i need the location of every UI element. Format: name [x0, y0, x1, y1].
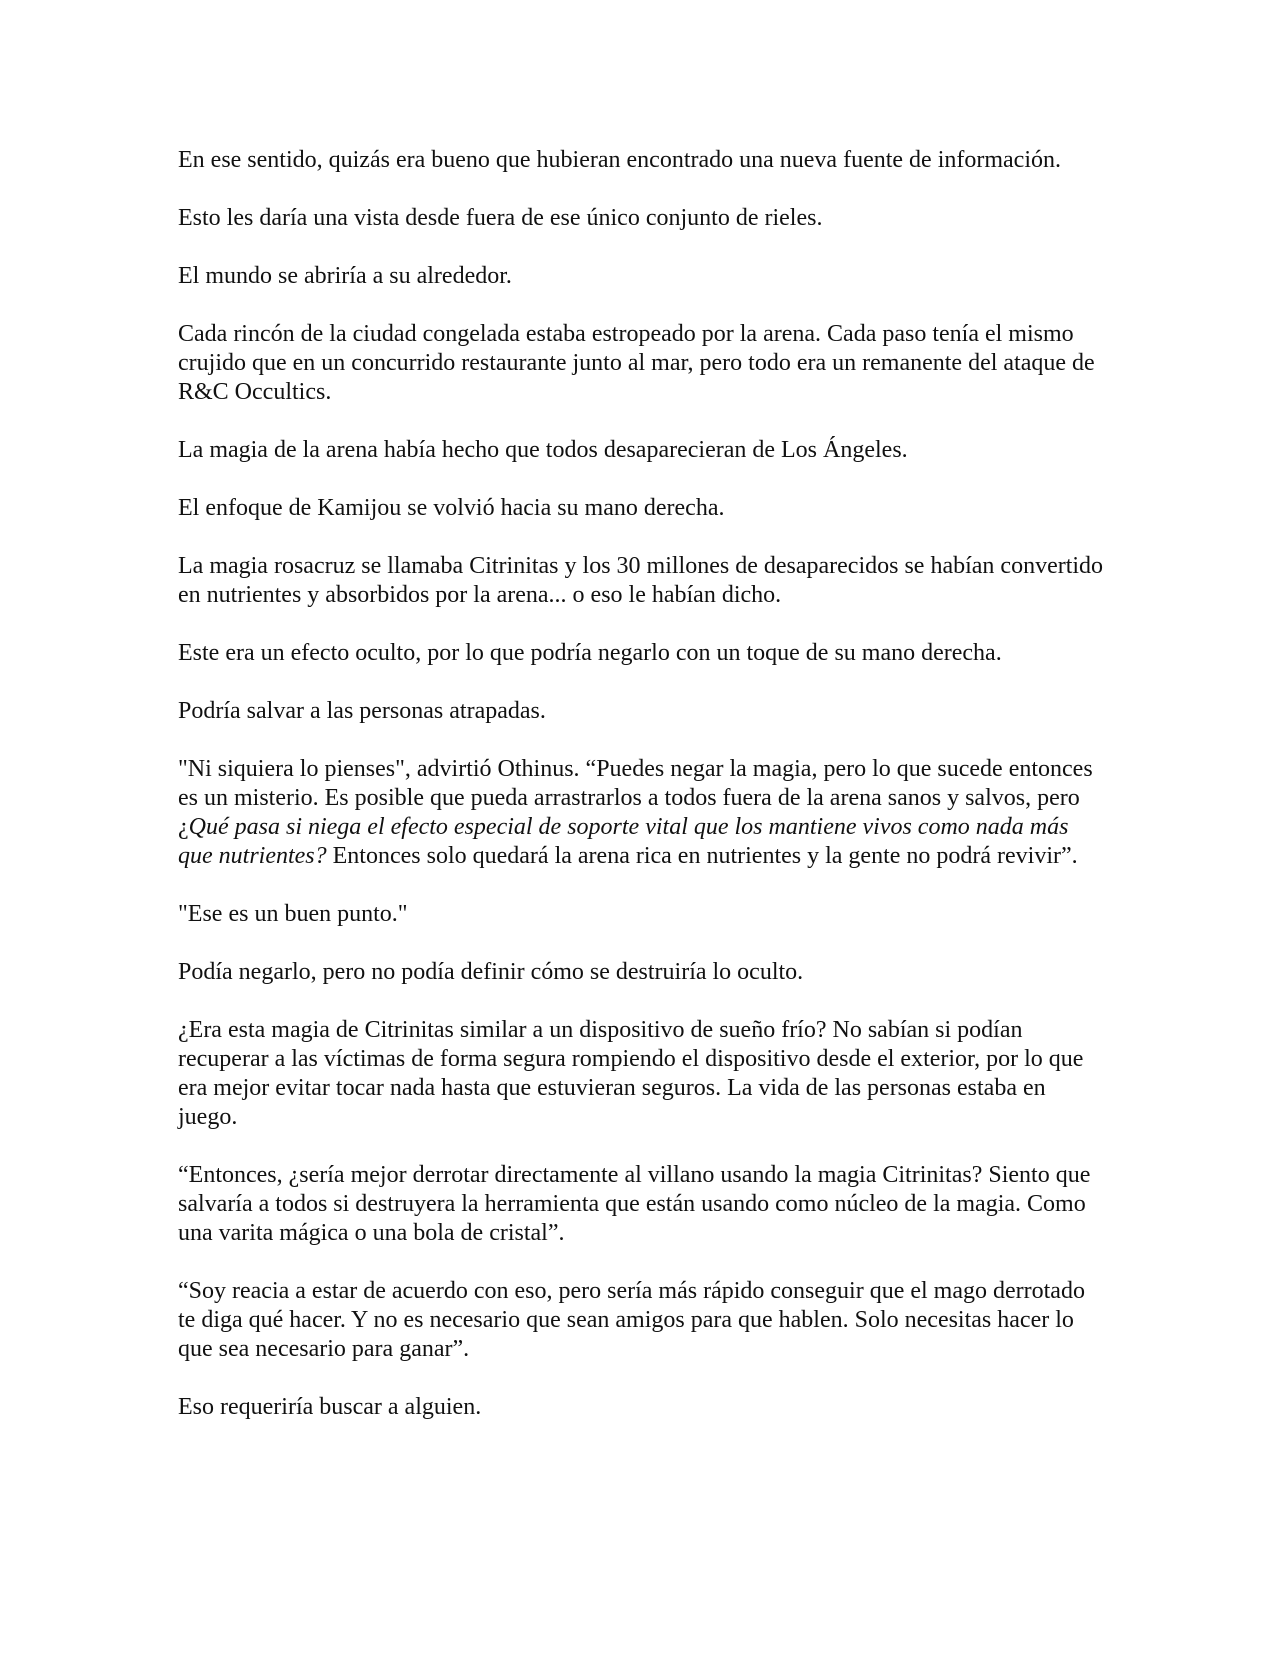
- paragraph: En ese sentido, quizás era bueno que hubieran encontrado una nueva fuente de información.: [178, 147, 1061, 173]
- paragraph: Este era un efecto oculto, por lo que podría negarlo con un toque de su mano derecha.: [178, 640, 1002, 666]
- paragraph-text-before: "Ni siquiera lo pienses", advirtió Othinus. “Puedes negar la magia, pero lo que sucede entonces es un misterio. Es posible que pueda arrastrarlos a todos fuera de la arena sanos y salvos, pero ¿: [178, 756, 1093, 840]
- paragraph: “Entonces, ¿sería mejor derrotar directamente al villano usando la magia Citrinitas? Siento que salvaría a todos si destruyera la herramienta que están usando como núcleo de la magia. Como una varita mágica o una bola de cristal”.: [178, 1162, 1091, 1246]
- paragraph: El mundo se abriría a su alrededor.: [178, 263, 512, 289]
- paragraph: "Ese es un buen punto.": [178, 901, 408, 927]
- paragraph: Podía negarlo, pero no podía definir cómo se destruiría lo oculto.: [178, 959, 804, 985]
- paragraph: La magia rosacruz se llamaba Citrinitas y los 30 millones de desaparecidos se habían convertido en nutrientes y absorbidos por la arena... o eso le habían dicho.: [178, 553, 1104, 608]
- paragraph: Eso requeriría buscar a alguien.: [178, 1394, 482, 1420]
- paragraph: “Soy reacia a estar de acuerdo con eso, pero sería más rápido conseguir que el mago derrotado te diga qué hacer. Y no es necesario que sean amigos para que hablen. Solo necesitas hacer lo que sea necesario para ganar”.: [178, 1278, 1085, 1362]
- paragraph: La magia de la arena había hecho que todos desaparecieran de Los Ángeles.: [178, 437, 908, 463]
- paragraph: Cada rincón de la ciudad congelada estaba estropeado por la arena. Cada paso tenía el mismo crujido que en un concurrido restaurante junto al mar, pero todo era un remanente del ataque de R&C Occultics.: [178, 321, 1095, 405]
- paragraph: El enfoque de Kamijou se volvió hacia su mano derecha.: [178, 495, 725, 521]
- paragraph-with-italic: [178, 755, 1108, 871]
- document-body: [178, 146, 1108, 1451]
- paragraph-italic-text: Qué pasa si niega el efecto especial de soporte vital que los mantiene vivos como nada más que nutrientes?: [178, 814, 1069, 869]
- paragraph: ¿Era esta magia de Citrinitas similar a un dispositivo de sueño frío? No sabían si podían recuperar a las víctimas de forma segura rompiendo el dispositivo desde el exterior, por lo que era mejor evitar tocar nada hasta que estuvieran seguros. La vida de las personas estaba en juego.: [178, 1017, 1084, 1130]
- paragraph: Podría salvar a las personas atrapadas.: [178, 698, 546, 724]
- paragraph-text-after: Entonces solo quedará la arena rica en nutrientes y la gente no podrá revivir”.: [326, 843, 1078, 869]
- paragraph: Esto les daría una vista desde fuera de ese único conjunto de rieles.: [178, 205, 823, 231]
